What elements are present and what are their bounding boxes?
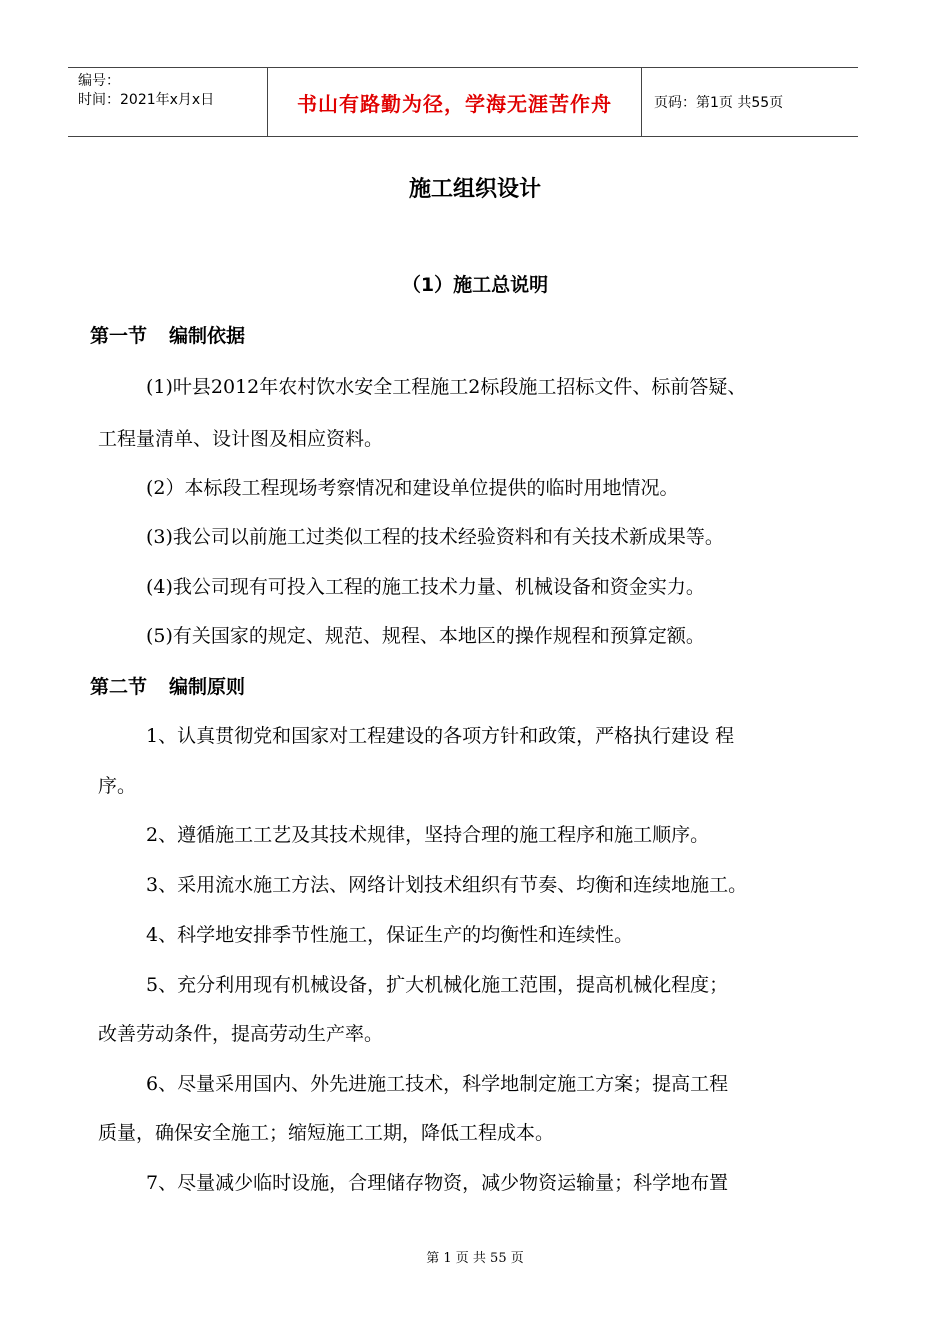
paragraph-line: (2）本标段工程现场考察情况和建设单位提供的临时用地情况。: [146, 477, 679, 499]
paragraph-line: (3)我公司以前施工过类似工程的技术经验资料和有关技术新成果等。: [146, 526, 724, 548]
paragraph-line: 3、采用流水施工方法、网络计划技术组织有节奏、均衡和连续地施工。: [146, 874, 748, 896]
document-title: 施工组织设计: [408, 177, 541, 202]
paragraph-line: 4、科学地安排季节性施工，保证生产的均衡性和连续性。: [146, 924, 634, 946]
paragraph-line: 序。: [98, 775, 137, 797]
section-title: 编制依据: [169, 325, 246, 347]
header-page-info: 页码：第1页 共55页: [654, 95, 784, 111]
paragraph-line: 6、尽量采用国内、外先进施工技术，科学地制定施工方案；提高工程: [146, 1073, 729, 1095]
paragraph-line: 7、尽量减少临时设施，合理储存物资，减少物资运输量；科学地布置: [146, 1172, 729, 1194]
paragraph-line: 1、认真贯彻党和国家对工程建设的各项方针和政策，严格执行建设 程: [146, 725, 735, 747]
document-subtitle: （1）施工总说明: [401, 274, 549, 296]
section-heading-2: [90, 672, 245, 699]
paragraph-line: (4)我公司现有可投入工程的施工技术力量、机械设备和资金实力。: [146, 576, 705, 598]
section-title: 编制原则: [169, 676, 246, 698]
paragraph-line: 2、遵循施工工艺及其技术规律，坚持合理的施工程序和施工顺序。: [146, 824, 710, 846]
section-heading-1: [90, 321, 245, 348]
section-number: 第一节: [90, 325, 148, 347]
section-number: 第二节: [90, 676, 148, 698]
paragraph-line: (1)叶县2012年农村饮水安全工程施工2标段施工招标文件、标前答疑、: [146, 376, 747, 398]
paragraph-line: 质量，确保安全施工；缩短施工工期，降低工程成本。: [98, 1122, 555, 1144]
page-footer: 第 1 页 共 55 页: [426, 1251, 524, 1266]
time-line: 时间：2021年x月x日: [78, 92, 215, 108]
paragraph-line: (5)有关国家的规定、规范、规程、本地区的操作规程和预算定额。: [146, 625, 705, 647]
number-label: 编号：: [78, 73, 120, 89]
header-motto: 书山有路勤为径，学海无涯苦作舟: [268, 68, 642, 136]
paragraph-line: 改善劳动条件，提高劳动生产率。: [98, 1023, 384, 1045]
page-header: [68, 67, 858, 137]
header-meta: [68, 68, 268, 136]
paragraph-line: 工程量清单、设计图及相应资料。: [98, 428, 384, 450]
paragraph-line: 5、充分利用现有机械设备，扩大机械化施工范围，提高机械化程度；: [146, 974, 729, 996]
